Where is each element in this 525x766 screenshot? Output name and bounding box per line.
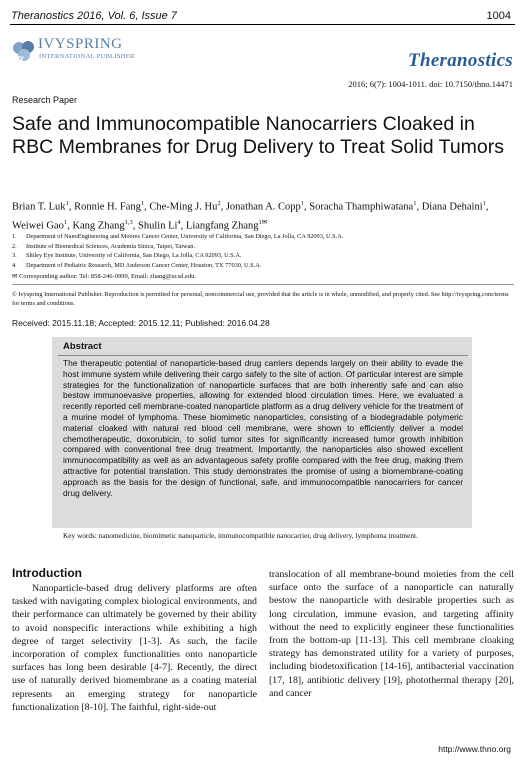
abstract-heading: Abstract bbox=[63, 341, 102, 352]
copyright-notice: © Ivyspring International Publisher. Reproduction is permitted for personal, noncommercial use, provided that the article is in whole, unmodified, and properly cited. See http://ivyspring.com/terms for terms and conditions. bbox=[12, 291, 509, 307]
introduction-column-right bbox=[269, 568, 514, 700]
svg-text:ivy: ivy bbox=[14, 55, 24, 62]
affiliation-item bbox=[12, 251, 512, 261]
paper-type: Research Paper bbox=[12, 95, 78, 105]
affiliation-list bbox=[12, 232, 512, 270]
introduction-heading: Introduction bbox=[12, 566, 82, 580]
author-name: Jonathan A. Copp bbox=[225, 201, 301, 213]
keywords: Key words: nanomedicine, biomimetic nanoparticle, immunocompatible nanocarrier, drug delivery, lymphoma treatment. bbox=[63, 531, 418, 540]
author-affiliation-marker: 1 bbox=[63, 218, 68, 226]
abstract-text: The therapeutic potential of nanoparticle-based drug carriers depends largely on their ability to evade the host immune system while delivering their cargo safely to the site of action. Of particular interest are simple strategies for the functionalization of nanoparticle surfaces that are both inherently safe and can also bestow immunoevasive properties, allowing for extended blood circulation times. Here, we evaluated a recently reported cell membrane-coated nanoparticle platform as a drug delivery vehicle for the treatment of a murine model of lymphoma. These biomimetic nanoparticles, consisting of a biodegradable polymeric material cloaked with natural red blood cell membrane, were shown to efficiently deliver a model chemotherapeutic, doxorubicin, to solid tumor sites for significantly increased tumor growth inhibition compared with conventional free drug treatment. Importantly, the nanoparticles also showed excellent immunocompatibility as well as an advantageous safety profile compared with the free drug, making them attractive for potential translation. This study demonstrates the promise of using a biomembrane-coating approach as the basis for the design of functional, safe, and immunocompatible nanocarriers for cancer drug delivery. bbox=[63, 358, 463, 498]
author-affiliation-marker: 1 bbox=[413, 200, 417, 207]
affiliation-item bbox=[12, 242, 512, 252]
ivyspring-emblem-icon bbox=[11, 39, 37, 63]
author-name: Shulin Li bbox=[138, 220, 178, 231]
author-affiliation-marker: 1 bbox=[482, 200, 486, 207]
affiliation-text: Shiley Eye Institute, University of California, San Diego, La Jolla, CA 92093, U.S.A. bbox=[26, 252, 242, 259]
author-name: Brian T. Luk bbox=[12, 201, 66, 213]
author-affiliation-marker: 1 bbox=[300, 200, 305, 207]
author-name: Ronnie H. Fang bbox=[74, 201, 141, 213]
publication-dates: Received: 2015.11.18; Accepted: 2015.12.11; Published: 2016.04.28 bbox=[12, 318, 270, 328]
author-name: Che-Ming J. Hu bbox=[149, 201, 218, 213]
journal-logo: Theranostics bbox=[408, 50, 513, 71]
page-number: 1004 bbox=[486, 10, 511, 22]
author-name: Liangfang Zhang bbox=[185, 220, 259, 231]
affiliation-text: Department of NanoEngineering and Moores Cancer Center, University of California, San Diego, La Jolla, CA 92093, U.S.A. bbox=[26, 233, 344, 240]
affiliation-text: Department of Pediatric Research, MD Anderson Cancer Center, Houston, TX 77030, U.S.A. bbox=[26, 261, 262, 269]
author-affiliation-marker: 1✉ bbox=[258, 218, 268, 226]
author-affiliation-marker: 1 bbox=[65, 200, 69, 207]
citation-line: 2016; 6(7): 1004-1011. doi: 10.7150/thno.14471 bbox=[348, 79, 513, 89]
author-name: Diana Dehaini bbox=[421, 201, 483, 213]
footer-url[interactable]: http://www.thno.org bbox=[438, 744, 511, 754]
affiliation-number: 1. bbox=[12, 233, 17, 240]
section-divider bbox=[12, 284, 514, 285]
introduction-paragraph-left: Nanoparticle-based drug delivery platforms are often tasked with navigating complex biological environments, and their performance can ultimately be governed by their ability to avoid nonspecific interactions while exhibiting a high degree of target selectivity [1-3]. As such, the facile incorporation of complex functionalities onto nanoparticle surfaces has long been desirable [4-7]. Recently, the direct use of naturally derived biomembrane as a coating material represents an emerging strategy for nanoparticle functionalization [8-10]. The faithful, right-side-out bbox=[12, 583, 257, 713]
affiliation-item bbox=[12, 261, 512, 271]
affiliation-number: 2. bbox=[12, 242, 17, 250]
running-header-journal: Theranostics 2016, Vol. 6, Issue 7 bbox=[11, 10, 177, 22]
abstract-divider bbox=[58, 355, 468, 356]
corresponding-author: ✉ Corresponding author: Tel: 858-246-0999, Email: zhang@ucsd.edu. bbox=[12, 273, 196, 280]
author-name: Soracha Thamphiwatana bbox=[309, 201, 414, 213]
author-list: Brian T. Luk$^1$, Ronnie H. Fang$^1$, Che-Ming J. Hu$^2$, Jonathan A. Copp$^1$, Soracha Thamphiwatana$^1$, Diana Dehaini$^1$, Weiwei Gao$^1$, Kang Zhang$^{1,3}$, Shulin Li$^4$, Liangfang Zhang$^{1✉}$ bbox=[12, 200, 489, 231]
header-divider bbox=[10, 24, 515, 25]
affiliation-text: Institute of Biomedical Sciences, Academia Sinica, Taipei, Taiwan. bbox=[26, 242, 196, 250]
article-title: Safe and Immunocompatible Nanocarriers Cloaked in RBC Membranes for Drug Delivery to Treat Solid Tumors bbox=[12, 113, 504, 158]
ivyspring-logo bbox=[11, 36, 181, 70]
author-name: Weiwei Gao bbox=[12, 220, 64, 231]
author-affiliation-marker: 1 bbox=[140, 200, 145, 207]
affiliation-number: 4. bbox=[12, 261, 17, 269]
introduction-paragraph-right: translocation of all membrane-bound moieties from the cell surface onto the surface of a nanoparticle can naturally bestow the nanoparticle with desirable properties such as long circulation, immune evasion, and targeting affinity without the need to explicitly engineer these functionalities from the bottom-up [11-13]. This cell membrane cloaking strategy has demonstrated utility for a variety of purposes, including biodetoxification [14-16], antibacterial vaccination [17, 18], antibiotic delivery [19], photothermal therapy [20], and cancer bbox=[269, 569, 514, 699]
author-name: Kang Zhang bbox=[72, 220, 125, 231]
logo-sub-text: INTERNATIONAL PUBLISHER bbox=[39, 53, 135, 60]
author-affiliation-marker: 1,3 bbox=[124, 218, 133, 226]
affiliation-item bbox=[12, 232, 512, 242]
logo-main-text: IVYSPRING bbox=[38, 36, 123, 52]
affiliation-number: 3. bbox=[12, 252, 17, 259]
introduction-column-left bbox=[12, 582, 257, 714]
author-affiliation-marker: 2 bbox=[217, 200, 221, 207]
author-affiliation-marker: 4 bbox=[177, 218, 181, 226]
